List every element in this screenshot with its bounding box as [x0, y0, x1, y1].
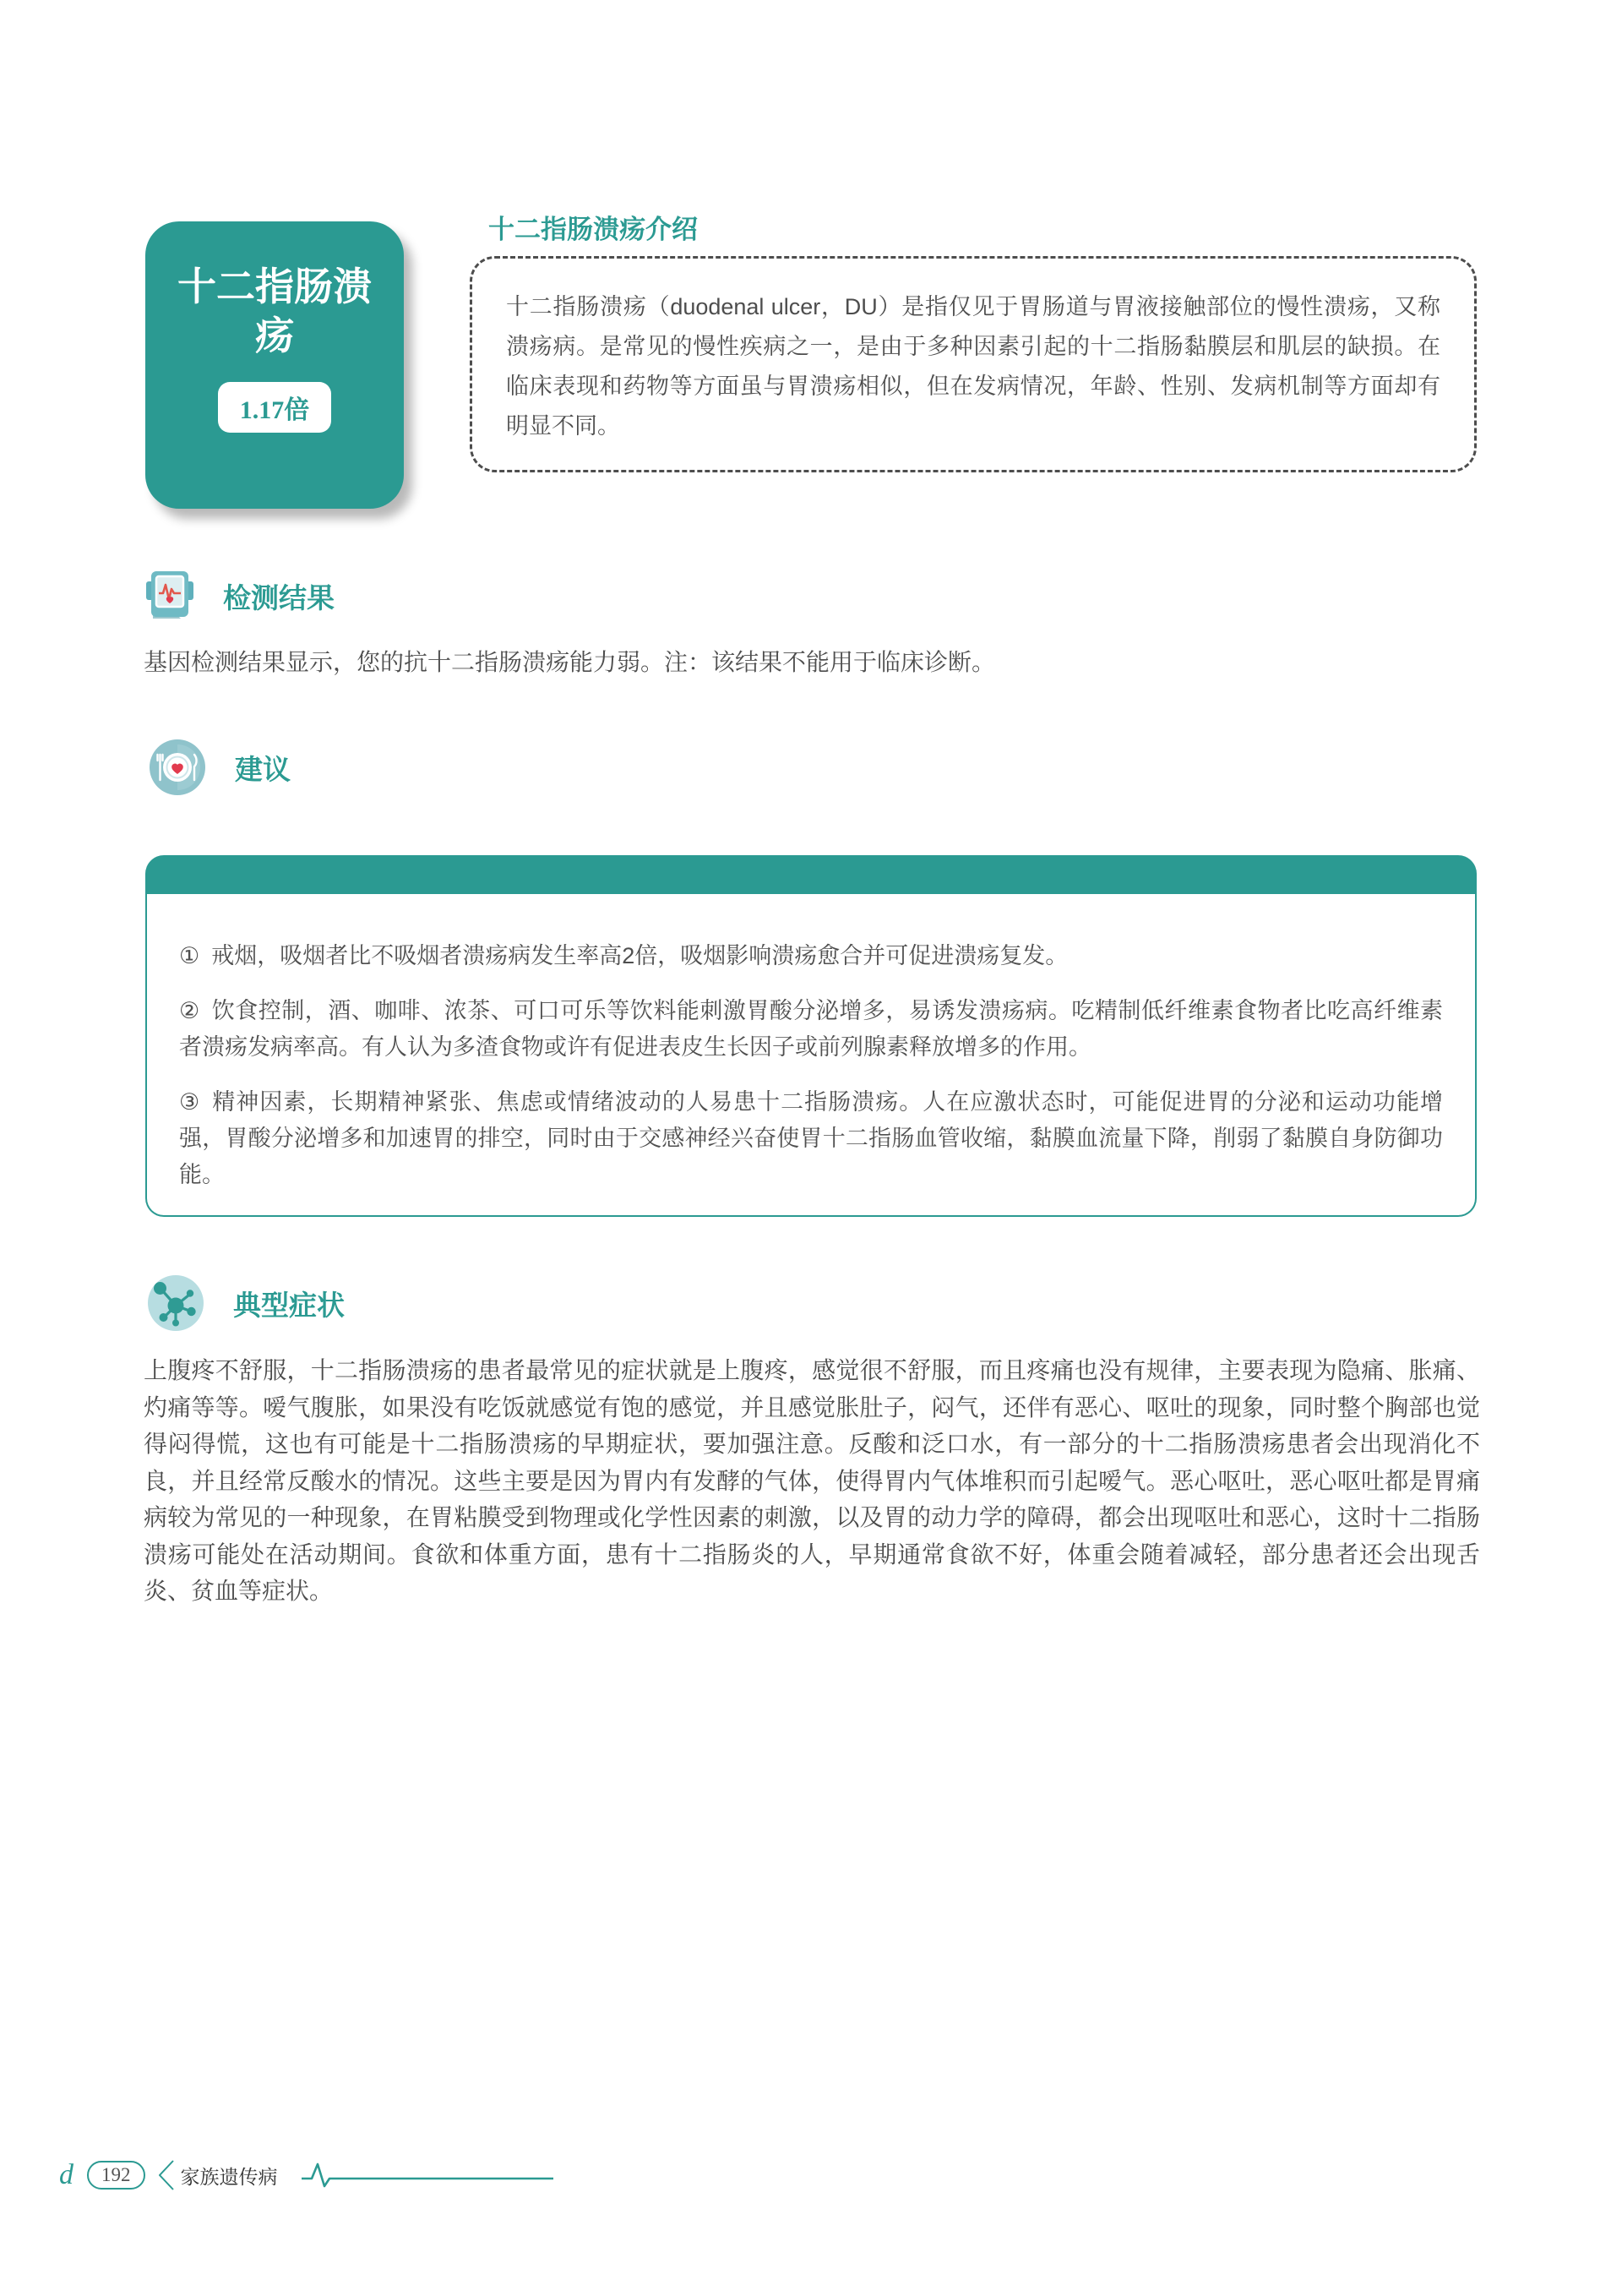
advice-item-2-text: 饮食控制，酒、咖啡、浓茶、可口可乐等饮料能刺激胃酸分泌增多，易诱发溃疡病。吃精制低纤维素食物者比吃高纤维素者溃疡发病率高。有人认为多渣食物或许有促进表皮生长因子或前列腺素释放增多的作用。 [179, 998, 1443, 1060]
advice-item-3-text: 精神因素，长期精神紧张、焦虑或情绪波动的人易患十二指肠溃疡。人在应激状态时，可能促进胃的分泌和运动功能增强，胃酸分泌增多和加速胃的排空，同时由于交感神经兴奋使胃十二指肠血管收缩，黏膜血流量下降，削弱了黏膜自身防御功能。 [179, 1089, 1443, 1187]
footer-series [159, 2160, 278, 2190]
ecg-pulse-line-icon [302, 2158, 555, 2192]
symptoms-section-header [147, 1274, 345, 1332]
symptoms-text: 上腹疼不舒服，十二指肠溃疡的患者最常见的症状就是上腹疼，感觉很不舒服，而且疼痛也没有规律，主要表现为隐痛、胀痛、灼痛等等。嗳气腹胀，如果没有吃饭就感觉有饱的感觉，并且感觉胀肚子，闷气，还伴有恶心、呕吐的现象，同时整个胸部也觉得闷得慌，这也有可能是十二指肠溃疡的早期症状，要加强注意。反酸和泛口水，有一部分的十二指肠溃疡患者会出现消化不良，并且经常反酸水的情况。这些主要是因为胃内有发酵的气体，使得胃内气体堆积而引起嗳气。恶心呕吐，恶心呕吐都是胃痛病较为常见的一种现象，在胃粘膜受到物理或化学性因素的刺激，以及胃的动力学的障碍，都会出现呕吐和恶心，这时十二指肠溃疡可能处在活动期间。食欲和体重方面，患有十二指肠炎的人，早期通常食欲不好，体重会随着减轻，部分患者还会出现舌炎、贫血等症状。 [144, 1357, 1480, 1604]
disease-title: 十二指肠溃疡 [177, 265, 372, 357]
plate-heart-icon [149, 739, 206, 796]
result-section-header [145, 568, 335, 624]
advice-box [145, 855, 1477, 1217]
advice-item-1-number: ① [179, 943, 200, 968]
advice-item-1-text: 戒烟，吸烟者比不吸烟者溃疡病发生率高2倍，吸烟影响溃疡愈合并可促进溃疡复发。 [211, 943, 1069, 968]
ecg-monitor-icon [145, 568, 194, 624]
advice-item-2-number: ② [179, 998, 200, 1023]
advice-box-body [145, 894, 1477, 1217]
advice-section-header [149, 739, 291, 796]
intro-text: 十二指肠溃疡（duodenal ulcer，DU）是指仅见于胃肠道与胃液接触部位的慢性溃疡，又称溃疡病。是常见的慢性疾病之一，是由于多种因素引起的十二指肠黏膜层和肌层的缺损。在临床表现和药物等方面虽与胃溃疡相似，但在发病情况，年龄、性别、发病机制等方面却有明显不同。 [506, 294, 1440, 439]
advice-item-2 [179, 993, 1443, 1066]
footer-series-label: 家族遗传病 [180, 2165, 278, 2188]
intro-heading: 十二指肠溃疡介绍 [488, 215, 698, 244]
advice-item-3 [179, 1084, 1443, 1193]
banner-chevron-icon [159, 2160, 174, 2190]
result-text: 基因检测结果显示，您的抗十二指肠溃疡能力弱。注：该结果不能用于临床诊断。 [144, 649, 996, 675]
disease-card [145, 221, 404, 509]
symptoms-heading: 典型症状 [233, 1289, 345, 1321]
advice-item-3-number: ③ [179, 1089, 201, 1115]
intro-dashed-box [470, 256, 1477, 472]
advice-item-1 [179, 938, 1443, 974]
result-heading: 检测结果 [223, 581, 335, 614]
molecule-icon [147, 1274, 204, 1332]
risk-multiplier-badge: 1.17倍 [218, 382, 332, 433]
advice-heading: 建议 [235, 753, 291, 785]
page-footer [59, 2158, 555, 2192]
footer-volume-letter: d [59, 2159, 73, 2190]
footer-page-number: 192 [87, 2161, 145, 2190]
advice-box-top-bar [145, 855, 1477, 894]
